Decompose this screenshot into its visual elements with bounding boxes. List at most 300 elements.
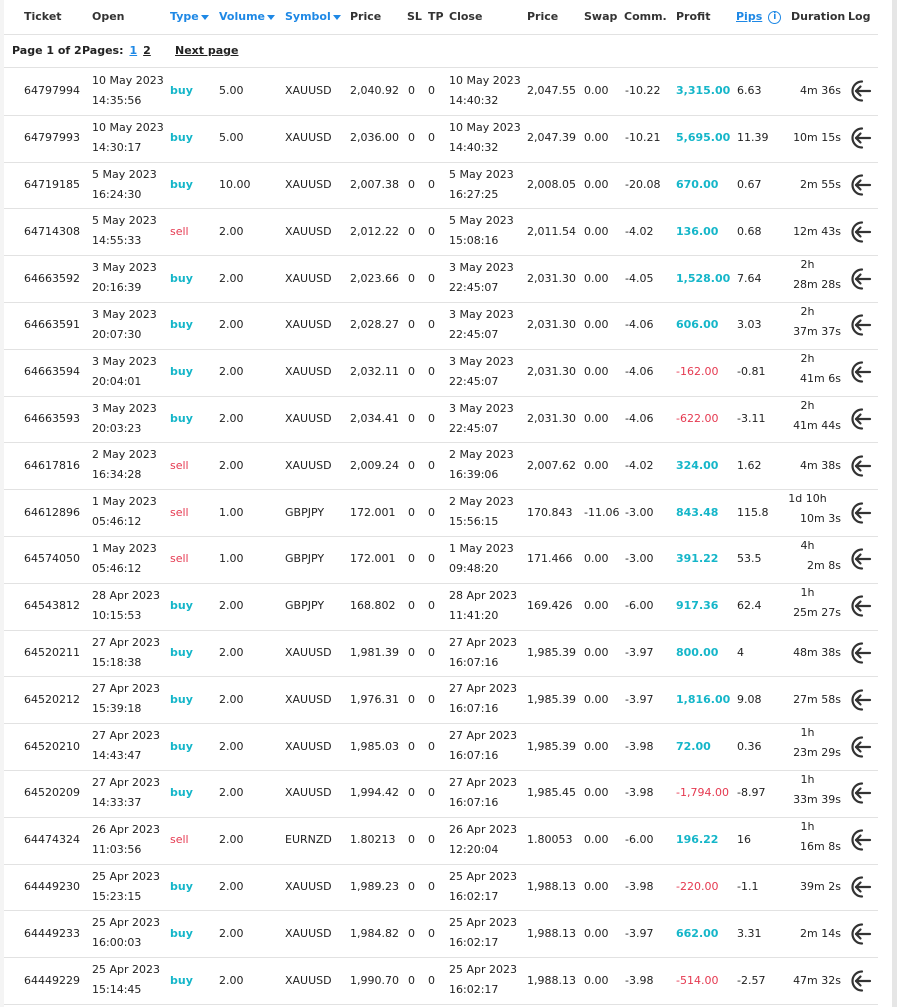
volume-cell: 2.00 (219, 411, 244, 425)
symbol-cell: XAUUSD (285, 224, 332, 238)
table-row (4, 864, 878, 912)
volume-cell: 5.00 (219, 131, 244, 145)
comm-cell: -3.97 (625, 926, 654, 940)
volume-cell: 10.00 (219, 177, 251, 191)
table-row (4, 162, 878, 210)
close-time: 16:27:25 (449, 187, 499, 201)
open-time-cell (92, 442, 157, 492)
tp-cell: 0 (428, 879, 435, 893)
open-price-cell: 2,023.66 (350, 271, 399, 285)
symbol-cell: XAUUSD (285, 318, 332, 332)
pips-cell: 115.8 (737, 505, 769, 519)
comm-cell: -3.98 (625, 973, 654, 987)
volume-cell: 1.00 (219, 505, 244, 519)
swap-cell: -11.06 (584, 505, 620, 519)
log-view-button[interactable] (847, 780, 873, 806)
ticket-cell: 64520209 (24, 786, 80, 800)
sign-in-arrow-icon (847, 687, 873, 713)
log-view-button[interactable] (847, 172, 873, 198)
log-view-button[interactable] (847, 687, 873, 713)
symbol-cell: XAUUSD (285, 786, 332, 800)
ticket-cell: 64719185 (24, 177, 80, 191)
table-row (4, 396, 878, 444)
profit-cell: 5,695.00 (676, 131, 731, 145)
close-date: 27 Apr 2023 (449, 682, 518, 696)
open-price-cell: 1.80213 (350, 833, 396, 847)
open-price-cell: 168.802 (350, 599, 396, 613)
symbol-cell: GBPJPY (285, 505, 325, 519)
tp-cell: 0 (428, 599, 435, 613)
duration-line-2: 10m 3s (800, 512, 841, 526)
duration-cell: 47m 32s (793, 973, 841, 987)
ticket-cell: 64574050 (24, 552, 80, 566)
tp-cell: 0 (428, 411, 435, 425)
col-close-price: Price (527, 10, 559, 23)
type-cell: buy (170, 177, 193, 191)
col-type-label: Type (170, 10, 199, 23)
sign-in-arrow-icon (847, 125, 873, 151)
open-time-cell (92, 68, 164, 118)
table-row (4, 208, 878, 256)
comm-cell: -3.00 (625, 505, 654, 519)
type-cell: buy (170, 739, 193, 753)
close-time-cell (449, 583, 517, 633)
duration-line-1: 2h (800, 398, 815, 412)
scrollbar[interactable] (892, 0, 897, 1007)
close-date: 5 May 2023 (449, 167, 514, 181)
sign-in-arrow-icon (847, 874, 873, 900)
open-time: 20:16:39 (92, 281, 142, 295)
log-view-button[interactable] (847, 78, 873, 104)
ticket-cell: 64520212 (24, 692, 80, 706)
close-time-cell (449, 396, 514, 446)
sl-cell: 0 (408, 271, 415, 285)
symbol-cell: XAUUSD (285, 879, 332, 893)
swap-cell: 0.00 (584, 552, 609, 566)
sign-in-arrow-icon (847, 78, 873, 104)
page-info: Page 1 of 2 (12, 44, 82, 57)
duration-line-1: 2h (800, 258, 815, 272)
comm-cell: -4.06 (625, 365, 654, 379)
open-time: 15:18:38 (92, 655, 142, 669)
ticket-cell: 64449230 (24, 879, 80, 893)
profit-cell: 1,816.00 (676, 692, 731, 706)
open-time: 15:14:45 (92, 983, 142, 997)
close-price-cell: 1,985.39 (527, 739, 576, 753)
col-symbol-sort[interactable] (285, 0, 341, 34)
open-time-cell (92, 864, 160, 914)
comm-cell: -3.00 (625, 552, 654, 566)
log-view-button[interactable] (847, 968, 873, 994)
sign-in-arrow-icon (847, 734, 873, 760)
log-view-button[interactable] (847, 125, 873, 151)
sl-cell: 0 (408, 552, 415, 566)
open-date: 1 May 2023 (92, 495, 157, 509)
open-date: 3 May 2023 (92, 308, 157, 321)
close-time: 22:45:07 (449, 421, 499, 435)
duration-cell: 2m 55s (800, 177, 841, 191)
profit-cell: 800.00 (676, 645, 719, 659)
close-date: 27 Apr 2023 (449, 776, 518, 789)
close-time-cell (449, 723, 517, 773)
symbol-cell: GBPJPY (285, 552, 325, 566)
close-price-cell: 1,985.39 (527, 692, 576, 706)
open-time-cell (92, 396, 157, 446)
profit-cell: 843.48 (676, 505, 719, 519)
open-date: 25 Apr 2023 (92, 963, 161, 977)
open-price-cell: 2,040.92 (350, 84, 399, 98)
volume-cell: 2.00 (219, 879, 244, 893)
symbol-cell: XAUUSD (285, 177, 332, 191)
open-date: 1 May 2023 (92, 542, 157, 555)
duration-cell: 48m 38s (793, 645, 841, 659)
open-time: 20:07:30 (92, 328, 142, 341)
open-time: 14:30:17 (92, 140, 142, 154)
open-price-cell: 172.001 (350, 552, 396, 566)
volume-cell: 2.00 (219, 786, 244, 800)
close-time-cell (449, 864, 517, 914)
volume-cell: 2.00 (219, 645, 244, 659)
open-time: 14:43:47 (92, 749, 142, 763)
tp-cell: 0 (428, 271, 435, 285)
type-cell: buy (170, 926, 193, 940)
ticket-cell: 64474324 (24, 833, 80, 847)
ticket-cell: 64663592 (24, 271, 80, 285)
duration-line-1: 1h (800, 819, 815, 833)
sl-cell: 0 (408, 833, 415, 847)
comm-cell: -6.00 (625, 833, 654, 847)
tp-cell: 0 (428, 973, 435, 987)
ticket-cell: 64663594 (24, 365, 80, 379)
ticket-cell: 64520210 (24, 739, 80, 753)
volume-cell: 2.00 (219, 458, 244, 472)
type-cell: sell (170, 552, 189, 566)
open-price-cell: 2,012.22 (350, 224, 399, 238)
close-price-cell: 169.426 (527, 599, 573, 613)
open-time-cell (92, 208, 157, 258)
close-date: 1 May 2023 (449, 542, 514, 555)
col-pips[interactable] (736, 0, 781, 34)
ticket-cell: 64617816 (24, 458, 80, 472)
duration-line-2: 41m 6s (800, 371, 841, 385)
page-link-1[interactable]: 1 (129, 44, 138, 57)
sign-in-arrow-icon (847, 359, 873, 385)
close-time: 16:07:16 (449, 749, 499, 763)
swap-cell: 0.00 (584, 365, 609, 379)
close-time: 22:45:07 (449, 328, 499, 341)
tp-cell: 0 (428, 224, 435, 238)
close-date: 2 May 2023 (449, 448, 514, 462)
sign-in-arrow-icon (847, 406, 873, 432)
tp-cell: 0 (428, 458, 435, 472)
open-date: 5 May 2023 (92, 214, 157, 228)
volume-cell: 2.00 (219, 833, 244, 847)
next-page-link[interactable]: Next page (175, 44, 239, 57)
open-date: 27 Apr 2023 (92, 776, 161, 789)
profit-cell: -514.00 (676, 973, 719, 987)
symbol-cell: XAUUSD (285, 411, 332, 425)
close-date: 10 May 2023 (449, 74, 521, 87)
type-cell: buy (170, 645, 193, 659)
close-time-cell (449, 817, 517, 867)
profit-cell: 917.36 (676, 599, 719, 613)
ticket-cell: 64449229 (24, 973, 80, 987)
close-time: 14:40:32 (449, 140, 499, 154)
pips-cell: 6.63 (737, 84, 762, 98)
log-view-button[interactable] (847, 453, 873, 479)
sl-cell: 0 (408, 411, 415, 425)
table-row (4, 957, 878, 1005)
profit-cell: 662.00 (676, 926, 719, 940)
pips-cell: 0.68 (737, 224, 762, 238)
open-price-cell: 1,984.82 (350, 926, 399, 940)
open-price-cell: 1,976.31 (350, 692, 399, 706)
log-view-button[interactable] (847, 874, 873, 900)
sl-cell: 0 (408, 599, 415, 613)
sl-cell: 0 (408, 973, 415, 987)
open-price-cell: 2,028.27 (350, 318, 399, 332)
duration-cell: 4m 38s (800, 458, 841, 472)
profit-cell: 3,315.00 (676, 84, 731, 98)
close-time-cell (449, 957, 517, 1007)
log-view-button[interactable] (847, 500, 873, 526)
close-price-cell: 2,047.55 (527, 84, 576, 98)
volume-cell: 2.00 (219, 926, 244, 940)
col-tp: TP (428, 10, 444, 23)
open-time: 15:39:18 (92, 702, 142, 716)
sign-in-arrow-icon (847, 546, 873, 572)
swap-cell: 0.00 (584, 833, 609, 847)
table-row (4, 817, 878, 865)
open-price-cell: 1,985.03 (350, 739, 399, 753)
close-date: 3 May 2023 (449, 354, 514, 368)
open-time-cell (92, 676, 160, 726)
pages-label (82, 35, 151, 67)
sl-cell: 0 (408, 224, 415, 238)
close-time-cell (449, 349, 514, 399)
ticket-cell: 64797993 (24, 131, 80, 145)
close-price-cell: 1,988.13 (527, 973, 576, 987)
type-cell: buy (170, 973, 193, 987)
log-view-button[interactable] (847, 546, 873, 572)
table-row (4, 536, 878, 584)
sl-cell: 0 (408, 177, 415, 191)
open-date: 3 May 2023 (92, 261, 157, 275)
profit-cell: 391.22 (676, 552, 719, 566)
open-time: 16:24:30 (92, 187, 142, 201)
close-date: 27 Apr 2023 (449, 635, 518, 649)
type-cell: buy (170, 318, 193, 332)
comm-cell: -3.98 (625, 879, 654, 893)
col-volume-sort[interactable] (219, 0, 275, 34)
tp-cell: 0 (428, 645, 435, 659)
duration-line-1: 4h (800, 539, 815, 552)
pips-cell: 11.39 (737, 131, 769, 145)
profit-cell: 72.00 (676, 739, 711, 753)
table-row (4, 442, 878, 490)
pips-cell: 7.64 (737, 271, 762, 285)
pips-cell: -0.81 (737, 365, 766, 379)
col-open-price: Price (350, 10, 382, 23)
open-time: 14:35:56 (92, 94, 142, 107)
volume-cell: 2.00 (219, 739, 244, 753)
symbol-cell: XAUUSD (285, 458, 332, 472)
log-view-button[interactable] (847, 640, 873, 666)
close-date: 2 May 2023 (449, 495, 514, 509)
duration-line-2: 16m 8s (800, 839, 841, 853)
close-time-cell (449, 115, 521, 165)
swap-cell: 0.00 (584, 739, 609, 753)
close-price-cell: 1.80053 (527, 833, 573, 847)
open-time-cell (92, 349, 157, 399)
open-price-cell: 2,034.41 (350, 411, 399, 425)
close-price-cell: 1,985.39 (527, 645, 576, 659)
tp-cell: 0 (428, 177, 435, 191)
open-price-cell: 1,981.39 (350, 645, 399, 659)
duration-line-1: 1h (800, 773, 815, 786)
open-time-cell (92, 302, 157, 352)
duration-line-2: 41m 44s (793, 418, 841, 432)
col-volume-label: Volume (219, 10, 265, 23)
close-date: 25 Apr 2023 (449, 916, 518, 930)
swap-cell: 0.00 (584, 224, 609, 238)
log-view-button[interactable] (847, 266, 873, 292)
tp-cell: 0 (428, 926, 435, 940)
volume-cell: 5.00 (219, 84, 244, 98)
close-price-cell: 2,031.30 (527, 411, 576, 425)
profit-cell: 606.00 (676, 318, 719, 332)
tp-cell: 0 (428, 692, 435, 706)
symbol-cell: XAUUSD (285, 365, 332, 379)
sign-in-arrow-icon (847, 500, 873, 526)
type-cell: sell (170, 833, 189, 847)
open-time-cell (92, 536, 157, 586)
col-log: Log (848, 10, 871, 23)
comm-cell: -20.08 (625, 177, 661, 191)
open-time-cell (92, 723, 160, 773)
pips-cell: 9.08 (737, 692, 762, 706)
symbol-cell: GBPJPY (285, 599, 325, 613)
close-time: 14:40:32 (449, 94, 499, 107)
swap-cell: 0.00 (584, 318, 609, 332)
open-date: 2 May 2023 (92, 448, 157, 462)
close-time: 16:07:16 (449, 655, 499, 669)
sign-in-arrow-icon (847, 266, 873, 292)
close-date: 3 May 2023 (449, 401, 514, 415)
pips-cell: 53.5 (737, 552, 762, 566)
close-time: 15:08:16 (449, 234, 499, 248)
open-date: 10 May 2023 (92, 74, 164, 87)
tp-cell: 0 (428, 84, 435, 98)
close-time-cell (449, 162, 514, 212)
tp-cell: 0 (428, 833, 435, 847)
log-view-button[interactable] (847, 359, 873, 385)
open-time-cell (92, 630, 160, 680)
duration-cell: 27m 58s (793, 692, 841, 706)
open-date: 5 May 2023 (92, 167, 157, 181)
volume-cell: 2.00 (219, 692, 244, 706)
col-symbol-label: Symbol (285, 10, 331, 23)
comm-cell: -10.21 (625, 131, 661, 145)
close-time-cell (449, 536, 514, 586)
duration-cell: 39m 2s (800, 879, 841, 893)
ticket-cell: 64520211 (24, 645, 80, 659)
close-price-cell: 2,008.05 (527, 177, 576, 191)
table-row (4, 115, 878, 163)
col-profit: Profit (676, 10, 711, 23)
open-date: 26 Apr 2023 (92, 822, 161, 836)
open-price-cell: 2,007.38 (350, 177, 399, 191)
close-time-cell (449, 302, 514, 352)
open-price-cell: 2,036.00 (350, 131, 399, 145)
sl-cell: 0 (408, 505, 415, 519)
swap-cell: 0.00 (584, 271, 609, 285)
log-view-button[interactable] (847, 219, 873, 245)
ticket-cell: 64797994 (24, 84, 80, 98)
swap-cell: 0.00 (584, 131, 609, 145)
comm-cell: -3.97 (625, 692, 654, 706)
log-view-button[interactable] (847, 312, 873, 338)
close-price-cell: 1,988.13 (527, 879, 576, 893)
swap-cell: 0.00 (584, 599, 609, 613)
symbol-cell: XAUUSD (285, 739, 332, 753)
open-time-cell (92, 817, 160, 867)
ticket-cell: 64612896 (24, 505, 80, 519)
close-time: 16:39:06 (449, 468, 499, 482)
col-type-sort[interactable] (170, 0, 209, 34)
close-date: 10 May 2023 (449, 120, 521, 134)
table-row (4, 489, 878, 537)
info-icon[interactable]: i (768, 11, 781, 24)
open-date: 27 Apr 2023 (92, 635, 161, 649)
close-time-cell (449, 489, 514, 539)
sl-cell: 0 (408, 879, 415, 893)
swap-cell: 0.00 (584, 458, 609, 472)
close-time-cell (449, 630, 517, 680)
sl-cell: 0 (408, 926, 415, 940)
swap-cell: 0.00 (584, 786, 609, 800)
comm-cell: -4.06 (625, 318, 654, 332)
type-cell: buy (170, 271, 193, 285)
log-view-button[interactable] (847, 406, 873, 432)
table-row (4, 583, 878, 631)
type-cell: buy (170, 879, 193, 893)
open-date: 3 May 2023 (92, 354, 157, 368)
log-view-button[interactable] (847, 827, 873, 853)
pagination-bar (4, 35, 878, 68)
log-view-button[interactable] (847, 593, 873, 619)
ticket-cell: 64663593 (24, 411, 80, 425)
open-date: 25 Apr 2023 (92, 916, 161, 930)
log-view-button[interactable] (847, 921, 873, 947)
open-time-cell (92, 583, 160, 633)
page-link-2[interactable]: 2 (143, 44, 151, 57)
sign-in-arrow-icon (847, 593, 873, 619)
table-row (4, 255, 878, 303)
volume-cell: 2.00 (219, 365, 244, 379)
close-time: 11:41:20 (449, 608, 499, 622)
log-view-button[interactable] (847, 734, 873, 760)
duration-line-2: 33m 39s (793, 793, 841, 806)
comm-cell: -6.00 (625, 599, 654, 613)
close-date: 26 Apr 2023 (449, 822, 518, 836)
close-time: 22:45:07 (449, 374, 499, 388)
profit-cell: 324.00 (676, 458, 719, 472)
close-price-cell: 170.843 (527, 505, 573, 519)
comm-cell: -3.97 (625, 645, 654, 659)
duration-line-2: 23m 29s (793, 746, 841, 760)
col-pips-label[interactable]: Pips (736, 10, 763, 23)
